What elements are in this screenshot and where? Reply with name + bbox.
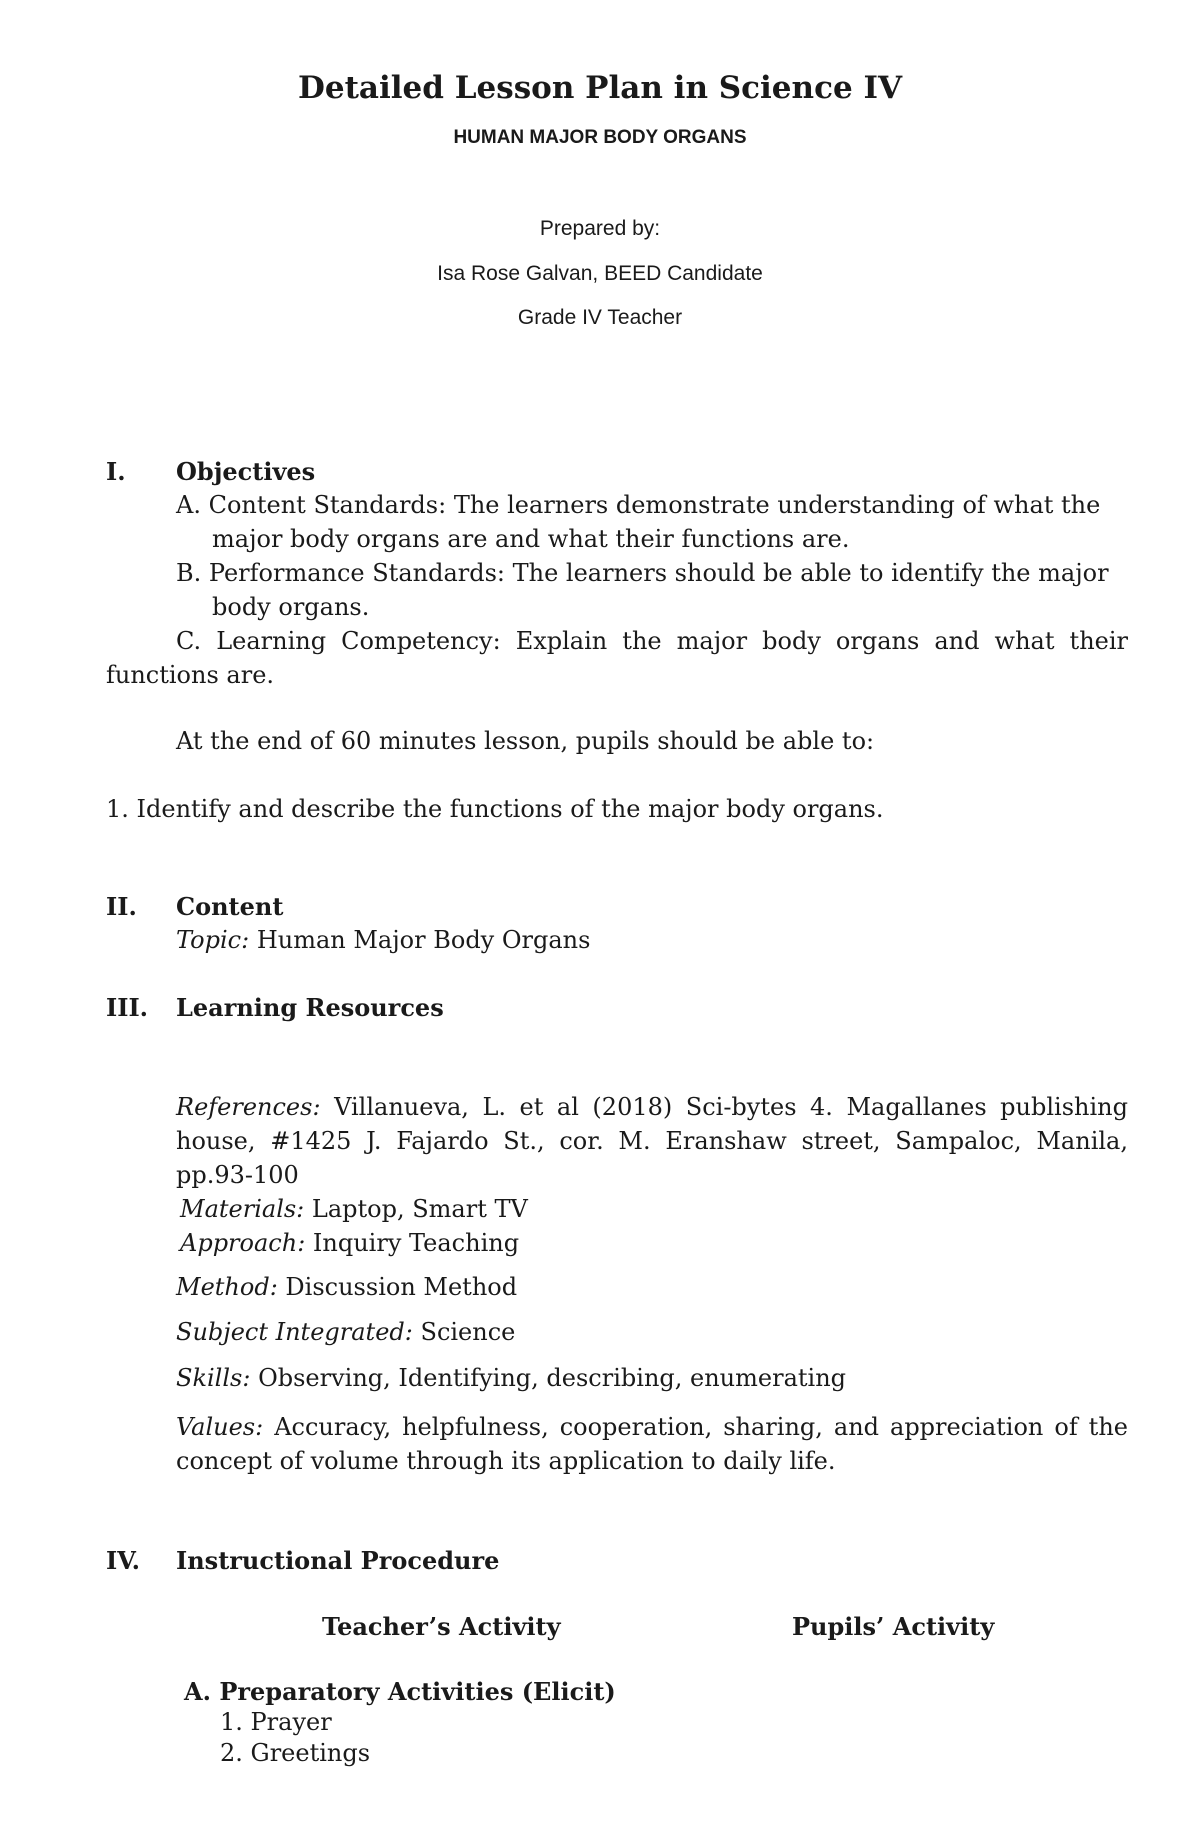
topic-line <box>176 926 590 954</box>
objective-item-1: 1. Identify and describe the functions of the major body organs. <box>106 795 884 823</box>
document-subtitle: HUMAN MAJOR BODY ORGANS <box>453 127 747 148</box>
performance-standards-line1: B. Performance Standards: The learners should be able to identify the major <box>176 559 1109 587</box>
content-standards-line1: A. Content Standards: The learners demonstrate understanding of what the <box>176 491 1101 519</box>
document-title: Detailed Lesson Plan in Science IV <box>297 70 903 106</box>
values-label: Values: <box>176 1413 264 1441</box>
content-numeral: II. <box>106 892 137 921</box>
author-role: Grade IV Teacher <box>517 306 683 329</box>
topic-label: Topic: <box>176 926 250 954</box>
skills-line <box>176 1364 846 1392</box>
learning-competency-line1: C. Learning Competency: Explain the major body organs and what their <box>176 627 1128 655</box>
topic-value: Human Major Body Organs <box>256 926 591 954</box>
skills-value: Observing, Identifying, describing, enumerating <box>258 1364 847 1392</box>
subject-integrated-value: Science <box>420 1318 516 1346</box>
approach-label: Approach: <box>180 1229 306 1257</box>
procedure-numeral: IV. <box>106 1546 141 1575</box>
values-line1 <box>176 1413 1128 1441</box>
subject-integrated-label: Subject Integrated: <box>176 1318 413 1346</box>
materials-value: Laptop, Smart TV <box>311 1195 528 1223</box>
step-greetings: 2. Greetings <box>220 1739 371 1767</box>
references-line2: house, #1425 J. Fajardo St., cor. M. Eranshaw street, Sampaloc, Manila, <box>176 1127 1128 1155</box>
objectives-numeral: I. <box>106 457 126 486</box>
pupils-activity-column: Pupils’ Activity <box>792 1612 995 1641</box>
method-value: Discussion Method <box>285 1273 518 1301</box>
materials-line <box>180 1195 528 1223</box>
materials-label: Materials: <box>180 1195 305 1223</box>
procedure-heading: Instructional Procedure <box>176 1546 500 1575</box>
author-name: Isa Rose Galvan, BEED Candidate <box>437 262 763 285</box>
prepared-by-label: Prepared by: <box>539 217 661 240</box>
references-line3: pp.93-100 <box>176 1161 299 1189</box>
method-line <box>176 1273 517 1301</box>
teacher-activity-column: Teacher’s Activity <box>322 1612 561 1641</box>
references-line1 <box>176 1093 1128 1121</box>
values-text: Accuracy, helpfulness, cooperation, sharing, and appreciation of the <box>274 1413 1128 1441</box>
step-prayer: 1. Prayer <box>220 1708 332 1736</box>
content-standards-line2: major body organs are and what their functions are. <box>212 525 850 553</box>
subject-integrated-line <box>176 1318 515 1346</box>
objectives-intro: At the end of 60 minutes lesson, pupils should be able to: <box>176 727 875 755</box>
preparatory-activities-heading: A. Preparatory Activities (Elicit) <box>184 1677 616 1706</box>
skills-label: Skills: <box>176 1364 251 1392</box>
approach-value: Inquiry Teaching <box>312 1229 520 1257</box>
resources-heading: Learning Resources <box>176 993 444 1022</box>
values-line2: concept of volume through its application to daily life. <box>176 1447 836 1475</box>
learning-competency-line2: functions are. <box>106 661 275 689</box>
method-label: Method: <box>176 1273 278 1301</box>
references-text: Villanueva, L. et al (2018) Sci-bytes 4. Magallanes publishing <box>334 1093 1128 1121</box>
performance-standards-line2: body organs. <box>212 593 370 621</box>
resources-numeral: III. <box>106 993 149 1022</box>
references-label: References: <box>176 1093 321 1121</box>
objectives-heading: Objectives <box>176 457 316 486</box>
approach-line <box>180 1229 519 1257</box>
content-heading: Content <box>176 892 284 921</box>
